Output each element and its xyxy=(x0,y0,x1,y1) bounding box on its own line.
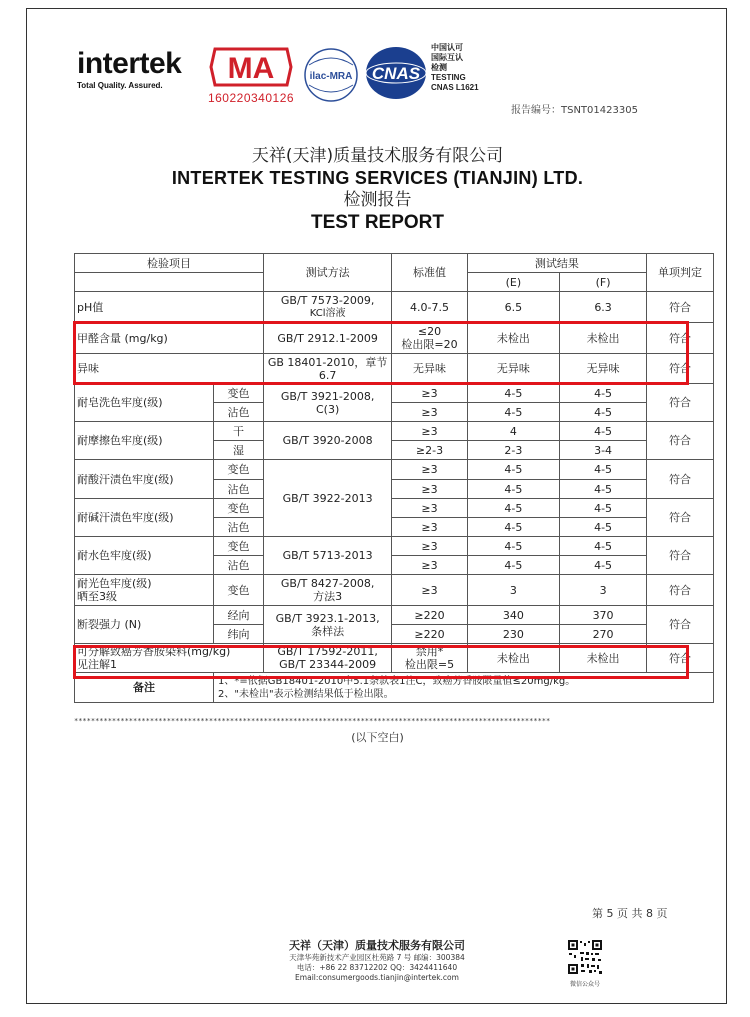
report-title-en: TEST REPORT xyxy=(310,212,444,233)
notes-content xyxy=(214,673,714,703)
e-soap-1: 4-5 xyxy=(467,384,559,403)
judge-formaldehyde: 符合 xyxy=(647,323,714,354)
result-f-light: 3 xyxy=(560,575,647,606)
item-line: 见注解1 xyxy=(77,658,117,671)
method-line: GB/T 23344-2009 xyxy=(279,658,377,671)
std-acid-1: ≥3 xyxy=(392,460,467,480)
table-row xyxy=(75,499,714,518)
item-strength: 断裂强力 (N) xyxy=(75,606,214,644)
table-row xyxy=(75,537,714,556)
judge-strength: 符合 xyxy=(647,606,714,644)
intertek-brand: intertek xyxy=(77,47,182,80)
std-acid-2: ≥3 xyxy=(392,480,467,499)
svg-text:CNAS: CNAS xyxy=(371,64,421,83)
sub-soap-1: 变色 xyxy=(214,384,264,403)
method-line: GB/T 3921-2008, xyxy=(280,389,375,403)
method-line: KCl溶液 xyxy=(309,308,346,319)
report-title-cn: 检测报告 xyxy=(343,190,412,210)
ilac-mra-logo-icon xyxy=(299,47,363,103)
table-row xyxy=(75,422,714,441)
footer xyxy=(227,939,527,983)
item-rubbing: 耐摩擦色牢度(级) xyxy=(75,422,214,460)
method-line: 方法3 xyxy=(313,590,343,603)
sub-rubbing-2: 湿 xyxy=(214,441,264,460)
item-azo xyxy=(75,644,264,673)
sub-strength-1: 经向 xyxy=(214,606,264,625)
cnas-line: 国际互认 xyxy=(431,53,463,62)
judge-azo: 符合 xyxy=(647,644,714,673)
intertek-logo xyxy=(77,49,181,90)
method-line: GB/T 17592-2011, xyxy=(277,645,378,658)
f-alkali-1: 4-5 xyxy=(560,499,647,518)
standard-azo xyxy=(392,644,467,673)
header-col-f: (F) xyxy=(560,273,647,292)
standard-light: ≥3 xyxy=(392,575,467,606)
cnas-accreditation-text xyxy=(431,43,479,93)
method-odor xyxy=(263,354,391,384)
standard-line: 禁用* xyxy=(415,645,444,658)
result-f-odor: 无异味 xyxy=(560,354,647,384)
f-rubbing-1: 4-5 xyxy=(560,422,647,441)
sub-water-2: 沾色 xyxy=(214,556,264,575)
e-rubbing-1: 4 xyxy=(467,422,559,441)
sub-soap-2: 沾色 xyxy=(214,403,264,422)
e-rubbing-2: 2-3 xyxy=(467,441,559,460)
report-page xyxy=(26,8,727,1004)
f-soap-2: 4-5 xyxy=(560,403,647,422)
std-strength-1: ≥220 xyxy=(392,606,467,625)
header-method: 测试方法 xyxy=(263,254,391,292)
method-line: GB/T 3923.1-2013, xyxy=(275,611,380,625)
header-col-e: (E) xyxy=(467,273,559,292)
result-f-azo: 未检出 xyxy=(560,644,647,673)
footer-company: 天祥（天津）质量技术服务有限公司 xyxy=(289,939,465,952)
svg-text:MA: MA xyxy=(227,52,275,85)
judge-light: 符合 xyxy=(647,575,714,606)
item-light xyxy=(75,575,214,606)
cnas-line: 中国认可 xyxy=(431,43,463,52)
sub-acid-2: 沾色 xyxy=(214,480,264,499)
std-soap-2: ≥3 xyxy=(392,403,467,422)
item-formaldehyde: 甲醛含量 (mg/kg) xyxy=(75,323,264,354)
header-item: 检验项目 xyxy=(75,254,264,273)
footer-phone: 电话：+86 22 83712202 QQ：3424411640 xyxy=(296,963,458,972)
method-azo xyxy=(263,644,391,673)
company-name-cn: 天祥(天津)质量技术服务有限公司 xyxy=(251,146,504,166)
standard-formaldehyde xyxy=(392,323,467,354)
report-titles xyxy=(27,145,728,235)
cnas-line: TESTING xyxy=(431,73,466,82)
header-blank xyxy=(75,273,264,292)
f-water-2: 4-5 xyxy=(560,556,647,575)
e-strength-1: 340 xyxy=(467,606,559,625)
table-row xyxy=(75,460,714,480)
item-ph: pH值 xyxy=(75,292,264,323)
f-acid-2: 4-5 xyxy=(560,480,647,499)
test-results-table xyxy=(74,253,714,703)
sub-light: 变色 xyxy=(214,575,264,606)
f-strength-1: 370 xyxy=(560,606,647,625)
footer-email: Email:consumergoods.tianjin@intertek.com xyxy=(295,973,459,982)
table-row xyxy=(75,575,714,606)
separator-stars: ***************************************************************************************************************** xyxy=(74,717,551,725)
blank-below-note: (以下空白) xyxy=(351,731,404,744)
company-name-en: INTERTEK TESTING SERVICES (TIANJIN) LTD. xyxy=(171,168,584,188)
ma-logo xyxy=(207,45,295,105)
cnas-line: 检测 xyxy=(431,63,447,72)
qr-label: 微信公众号 xyxy=(569,981,600,988)
cnas-logo-icon xyxy=(364,45,428,101)
f-alkali-2: 4-5 xyxy=(560,518,647,537)
footer-address: 天津华苑新技术产业园区杜苑路 7 号 邮编：300384 xyxy=(289,953,465,962)
std-alkali-1: ≥3 xyxy=(392,499,467,518)
std-soap-1: ≥3 xyxy=(392,384,467,403)
e-strength-2: 230 xyxy=(467,625,559,644)
std-alkali-2: ≥3 xyxy=(392,518,467,537)
sub-strength-2: 纬向 xyxy=(214,625,264,644)
result-f-formaldehyde: 未检出 xyxy=(560,323,647,354)
standard-line: 检出限=5 xyxy=(404,658,455,671)
report-number: 报告编号：TSNT01423305 xyxy=(511,105,638,116)
method-light xyxy=(263,575,391,606)
result-e-formaldehyde: 未检出 xyxy=(467,323,559,354)
e-water-1: 4-5 xyxy=(467,537,559,556)
result-e-odor: 无异味 xyxy=(467,354,559,384)
notes-row xyxy=(75,673,714,703)
item-line: 晒至3级 xyxy=(77,590,117,603)
f-soap-1: 4-5 xyxy=(560,384,647,403)
std-rubbing-2: ≥2-3 xyxy=(392,441,467,460)
std-strength-2: ≥220 xyxy=(392,625,467,644)
note-line: 2、"未检出"表示检测结果低于检出限。 xyxy=(218,688,394,700)
standard-line: 检出限=20 xyxy=(401,338,458,351)
method-line: C(3) xyxy=(316,402,340,416)
page-number: 第 5 页 共 8 页 xyxy=(592,907,668,920)
judge-ph: 符合 xyxy=(647,292,714,323)
result-e-ph: 6.5 xyxy=(467,292,559,323)
judge-water: 符合 xyxy=(647,537,714,575)
sub-alkali-2: 沾色 xyxy=(214,518,264,537)
method-line: GB 18401-2010，章节 xyxy=(267,355,388,369)
table-row xyxy=(75,354,714,384)
table-row xyxy=(75,606,714,625)
method-line: GB/T 8427-2008, xyxy=(280,577,375,590)
std-water-1: ≥3 xyxy=(392,537,467,556)
ma-seal-icon xyxy=(207,45,295,89)
result-e-azo: 未检出 xyxy=(467,644,559,673)
header-result: 测试结果 xyxy=(467,254,646,273)
item-alkali-sweat: 耐碱汗渍色牢度(级) xyxy=(75,499,214,537)
item-odor: 异味 xyxy=(75,354,264,384)
method-rubbing: GB/T 3920-2008 xyxy=(263,422,391,460)
e-soap-2: 4-5 xyxy=(467,403,559,422)
sub-acid-1: 变色 xyxy=(214,460,264,480)
std-water-2: ≥3 xyxy=(392,556,467,575)
f-rubbing-2: 3-4 xyxy=(560,441,647,460)
notes-label: 备注 xyxy=(75,673,214,703)
e-alkali-2: 4-5 xyxy=(467,518,559,537)
e-alkali-1: 4-5 xyxy=(467,499,559,518)
judge-acid: 符合 xyxy=(647,460,714,499)
e-acid-2: 4-5 xyxy=(467,480,559,499)
f-strength-2: 270 xyxy=(560,625,647,644)
f-water-1: 4-5 xyxy=(560,537,647,556)
table-row xyxy=(75,644,714,673)
table-row xyxy=(75,384,714,403)
header-standard: 标准值 xyxy=(392,254,467,292)
item-soap: 耐皂洗色牢度(级) xyxy=(75,384,214,422)
f-acid-1: 4-5 xyxy=(560,460,647,480)
svg-text:ilac-MRA: ilac-MRA xyxy=(309,71,353,82)
item-line: 耐光色牢度(级) xyxy=(77,577,152,590)
note-line: 1、*=依据GB18401-2010中5.1条款表1注C，致癌芳香胺限量值≤20mg/kg。 xyxy=(218,675,576,687)
judge-alkali: 符合 xyxy=(647,499,714,537)
method-ph xyxy=(263,292,391,323)
item-water: 耐水色牢度(级) xyxy=(75,537,214,575)
judge-soap: 符合 xyxy=(647,384,714,422)
result-e-light: 3 xyxy=(467,575,559,606)
result-f-ph: 6.3 xyxy=(560,292,647,323)
table-header-row xyxy=(75,254,714,273)
item-line: 可分解致癌芳香胺染料(mg/kg) xyxy=(77,645,231,658)
table-row xyxy=(75,292,714,323)
e-water-2: 4-5 xyxy=(467,556,559,575)
sub-alkali-1: 变色 xyxy=(214,499,264,518)
judge-rubbing: 符合 xyxy=(647,422,714,460)
method-strength xyxy=(263,606,391,644)
method-line: 6.7 xyxy=(318,368,337,382)
item-acid-sweat: 耐酸汗渍色牢度(级) xyxy=(75,460,214,499)
header-judgement: 单项判定 xyxy=(647,254,714,292)
cnas-line: CNAS L1621 xyxy=(431,83,479,92)
method-line: GB/T 7573-2009, xyxy=(280,294,375,307)
method-sweat: GB/T 3922-2013 xyxy=(263,460,391,537)
e-acid-1: 4-5 xyxy=(467,460,559,480)
std-rubbing-1: ≥3 xyxy=(392,422,467,441)
standard-ph: 4.0-7.5 xyxy=(392,292,467,323)
method-formaldehyde: GB/T 2912.1-2009 xyxy=(263,323,391,354)
sub-rubbing-1: 干 xyxy=(214,422,264,441)
sub-water-1: 变色 xyxy=(214,537,264,556)
judge-odor: 符合 xyxy=(647,354,714,384)
method-soap xyxy=(263,384,391,422)
standard-line: ≤20 xyxy=(417,325,442,338)
ma-code: 160220340126 xyxy=(207,91,295,105)
method-line: 条样法 xyxy=(311,624,345,638)
intertek-tagline: Total Quality. Assured. xyxy=(77,81,163,90)
standard-odor: 无异味 xyxy=(392,354,467,384)
table-row xyxy=(75,323,714,354)
method-water: GB/T 5713-2013 xyxy=(263,537,391,575)
qr-code-icon xyxy=(567,939,603,975)
